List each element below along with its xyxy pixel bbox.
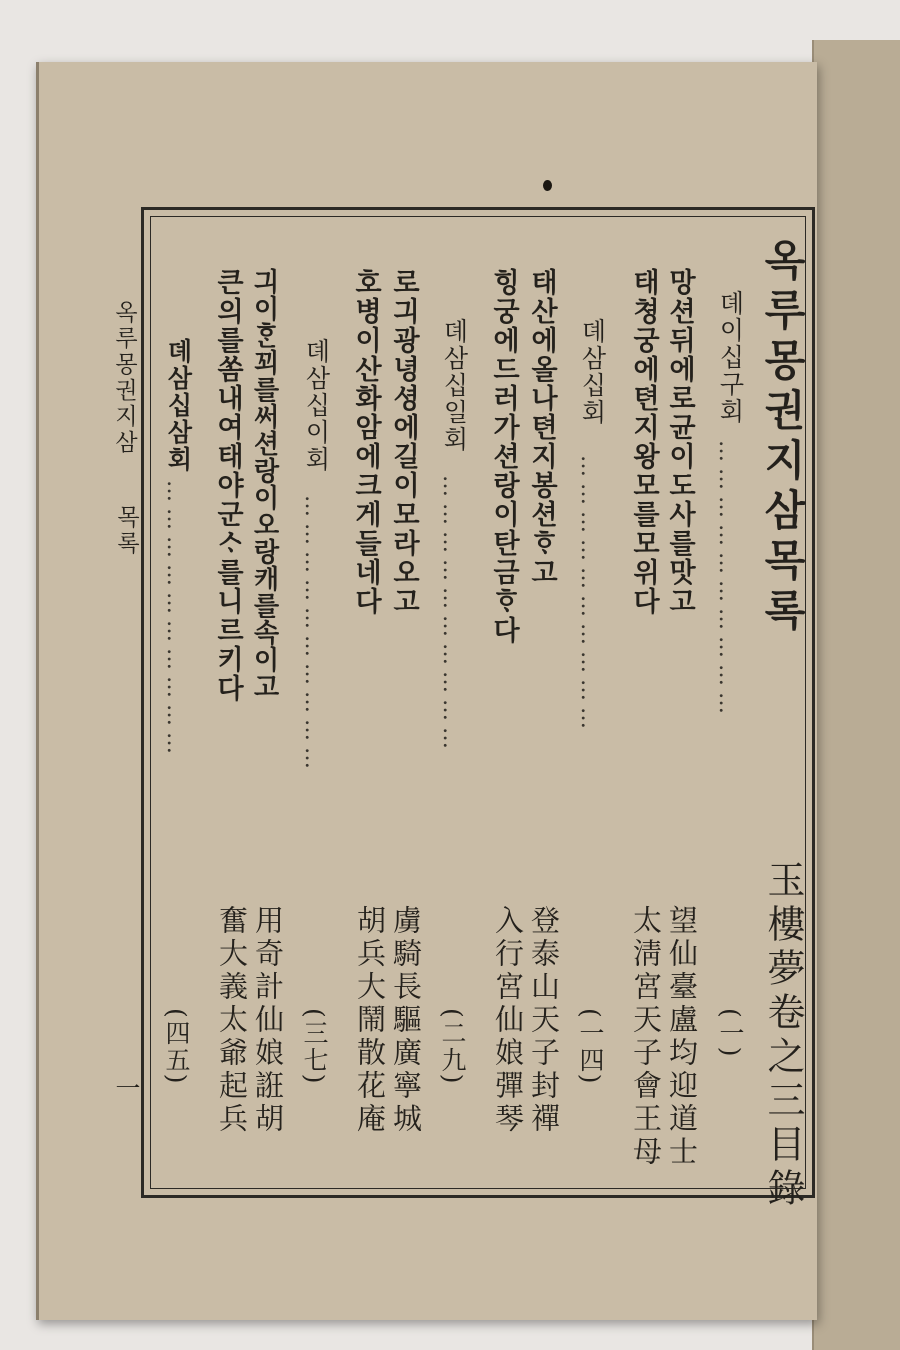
- page-title-hanja: 玉樓夢卷之三目錄: [761, 860, 805, 1212]
- chapter-32-hanja-line-1: 用奇計仙娘誑胡: [251, 905, 285, 1136]
- chapter-33-heading: 뎨삼십삼회: [164, 338, 193, 473]
- chapter-31-hanja-line-2: 胡兵大鬧散花庵: [353, 905, 387, 1136]
- chapter-32-heading: 뎨삼십이회: [302, 338, 331, 473]
- margin-section-label: 목록: [113, 505, 139, 557]
- chapter-29-hanja-line-1: 望仙臺盧均迎道士: [665, 905, 699, 1169]
- chapter-30-leader: …………………………: [576, 455, 601, 735]
- chapter-31-heading: 뎨삼십일회: [440, 318, 469, 453]
- chapter-29-hanja-line-2: 太淸宮天子會王母: [629, 905, 663, 1169]
- chapter-32-korean-line-1: 긔이ᄒᆞᆫ꾀를써션랑이오랑캐를속이고: [249, 268, 279, 700]
- chapter-32-korean-line-2: 큰의를쏨내여태야군ᄉᆞ를니르키다: [212, 268, 243, 703]
- binding-hole: [543, 180, 552, 191]
- chapter-32-leader: …………………………: [300, 495, 325, 775]
- chapter-31-hanja-line-1: 虜騎長驅廣寧城: [389, 905, 423, 1136]
- chapter-30-hanja-line-1: 登泰山天子封禪: [527, 905, 561, 1136]
- margin-page-number: 一: [112, 1075, 141, 1102]
- chapter-32-page: (三七): [300, 1008, 329, 1086]
- chapter-29-heading: 뎨이십구회: [716, 290, 745, 425]
- chapter-31-page: (二九): [438, 1008, 467, 1086]
- margin-book-title: 옥루몽권지삼: [111, 300, 137, 456]
- chapter-29-leader: …………………………: [714, 440, 739, 720]
- chapter-30-page: (一四): [576, 1008, 605, 1086]
- chapter-32-hanja-line-2: 奮大義太爺起兵: [215, 905, 249, 1136]
- chapter-31-korean-line-1: 로긔광녕셩에길이모라오고: [388, 268, 419, 616]
- page-title-korean: 옥루몽권지삼목록: [758, 238, 807, 638]
- adjacent-page-edge: [812, 40, 900, 1350]
- chapter-29-korean-line-2: 태쳥궁에텬지왕모를모위다: [628, 268, 659, 616]
- chapter-33-page: (四五): [162, 1008, 191, 1086]
- chapter-30-hanja-line-2: 入行宮仙娘彈琴: [491, 905, 525, 1136]
- chapter-31-korean-line-2: 호병이산화암에크게들네다: [350, 268, 381, 616]
- chapter-30-korean-line-1: 태산에올나텬지봉션ᄒᆞ고: [526, 268, 557, 587]
- chapter-29-page: (一): [716, 1008, 745, 1059]
- chapter-33-leader: …………………………: [162, 480, 187, 760]
- chapter-31-leader: …………………………: [438, 475, 463, 755]
- chapter-30-heading: 뎨삼십회: [578, 318, 607, 426]
- chapter-30-korean-line-2: 힝궁에드러가션랑이탄금ᄒᆞ다: [488, 268, 519, 645]
- chapter-29-korean-line-1: 망션뒤에로균이도사를맛고: [664, 268, 695, 616]
